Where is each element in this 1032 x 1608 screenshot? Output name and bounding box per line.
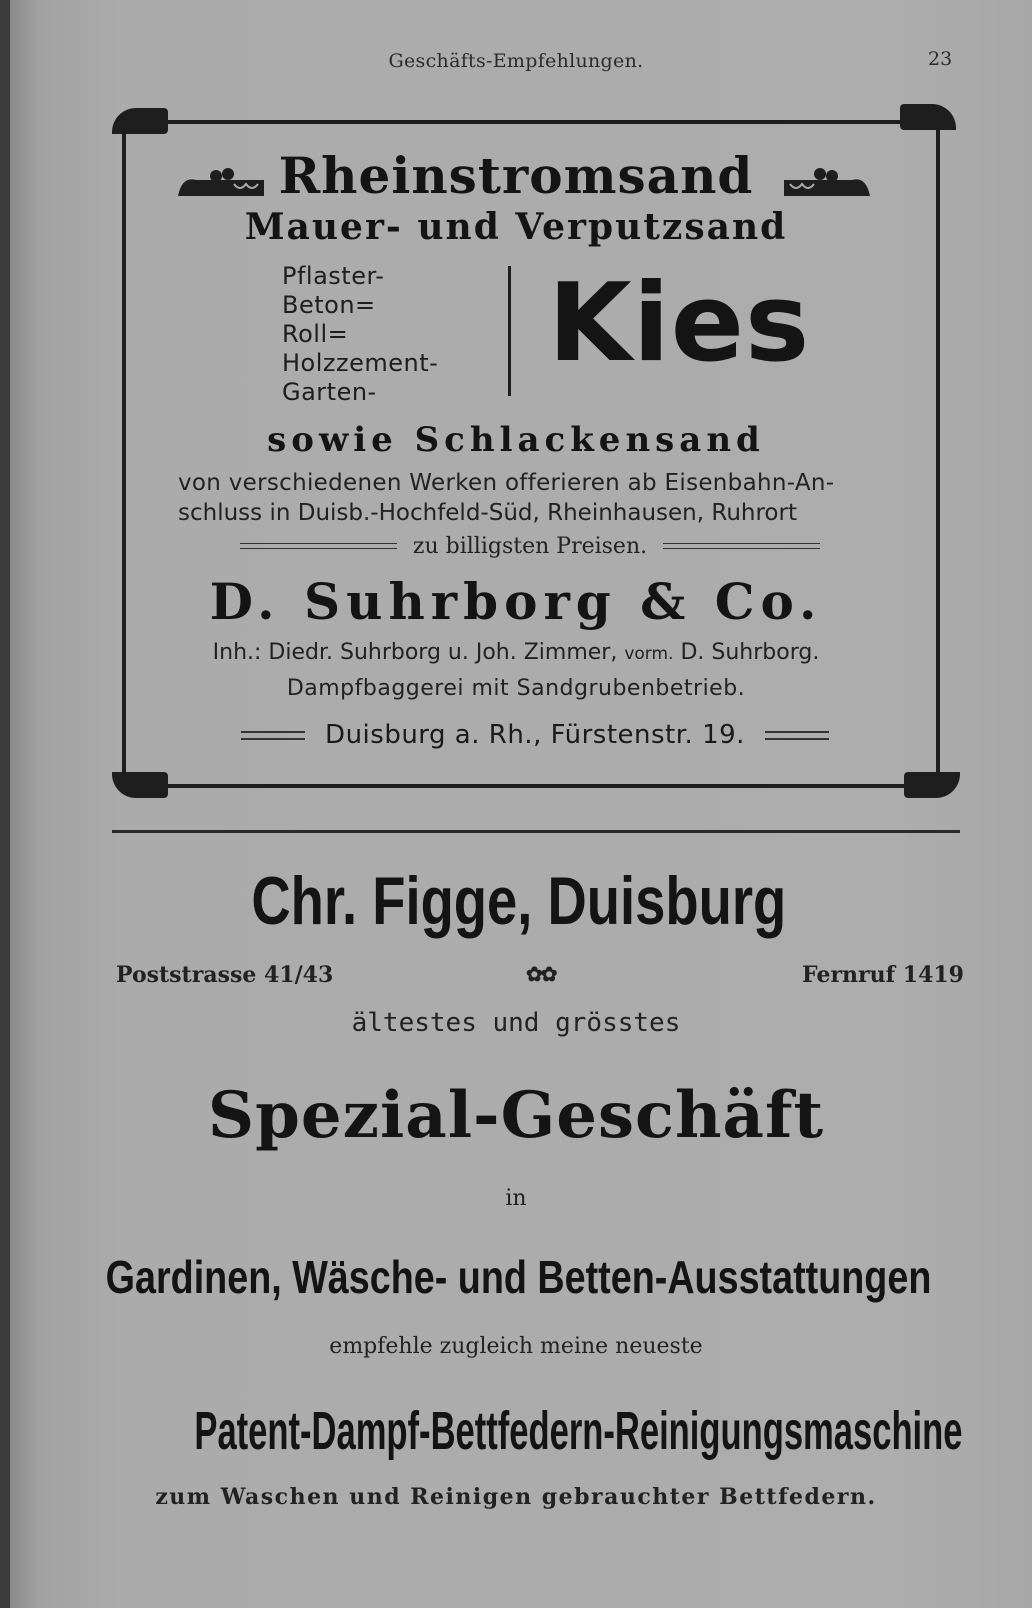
- ad-body-line: von verschiedenen Werken offerieren ab Eisenbahn-An-: [178, 470, 835, 496]
- running-head: Geschäfts-Empfehlungen.: [388, 50, 644, 72]
- headline: Spezial-Geschäft: [207, 1078, 825, 1153]
- address-text: Duisburg a. Rh., Fürstenstr. 19.: [325, 720, 745, 750]
- price-text: zu billigsten Preisen.: [412, 533, 648, 559]
- ad-body-line: schluss in Duisb.-Hochfeld-Süd, Rheinhausen, Ruhrort: [178, 500, 797, 526]
- goods-line: Gardinen, Wäsche- und Betten-Ausstattungen: [105, 1251, 932, 1303]
- frame-corner-ornament: [904, 772, 960, 798]
- connector-text: in: [505, 1186, 527, 1211]
- owners-line: [0, 640, 1032, 665]
- kies-type-list: [282, 262, 438, 407]
- list-item: Garten-: [282, 378, 377, 406]
- purpose-line: zum Waschen und Reinigen gebrauchter Bettfedern.: [155, 1484, 877, 1510]
- ad-sand-title: Rheinstromsand: [278, 146, 754, 205]
- address-line: [180, 718, 890, 752]
- ad-figge-title: Chr. Figge, Duisburg: [251, 863, 787, 939]
- list-item: Pflaster-: [282, 262, 385, 290]
- kies-headline: Kies: [548, 261, 811, 386]
- frame-corner-ornament: [112, 108, 168, 134]
- business-line: Dampfbaggerei mit Sandgrubenbetrieb.: [286, 676, 746, 701]
- double-rule: [663, 543, 820, 549]
- double-rule: [765, 731, 829, 740]
- phone-number: Fernruf 1419: [802, 962, 964, 988]
- street-address: Poststrasse 41/43: [116, 962, 334, 988]
- frame-corner-ornament: [900, 104, 956, 130]
- double-rule: [241, 731, 305, 740]
- recommend-line: empfehle zugleich meine neueste: [329, 1334, 703, 1359]
- slag-sand-line: sowie Schlackensand: [267, 420, 765, 460]
- ad-sand-subtitle: Mauer- und Verputzsand: [244, 206, 788, 248]
- page-number: 23: [928, 48, 953, 70]
- brace-divider: [508, 266, 511, 396]
- section-divider: [112, 830, 960, 833]
- double-rule: [240, 543, 397, 549]
- list-item: Holzzement-: [282, 349, 439, 377]
- company-name: D. Suhrborg & Co.: [209, 572, 823, 631]
- list-item: Beton=: [282, 291, 376, 319]
- tagline: ältestes und grösstes: [351, 1008, 681, 1038]
- machine-name: Patent-Dampf-Bettfedern-Reinigungsmaschine: [194, 1401, 963, 1461]
- list-item: Roll=: [282, 320, 349, 348]
- owners-tail: D. Suhrborg.: [680, 640, 820, 665]
- flower-ornament-icon: ✿✿: [526, 962, 556, 986]
- owners-former: vorm.: [624, 644, 674, 664]
- owners-main: Inh.: Diedr. Suhrborg u. Joh. Zimmer,: [212, 640, 618, 665]
- price-line: [240, 532, 820, 560]
- frame-corner-ornament: [112, 772, 168, 798]
